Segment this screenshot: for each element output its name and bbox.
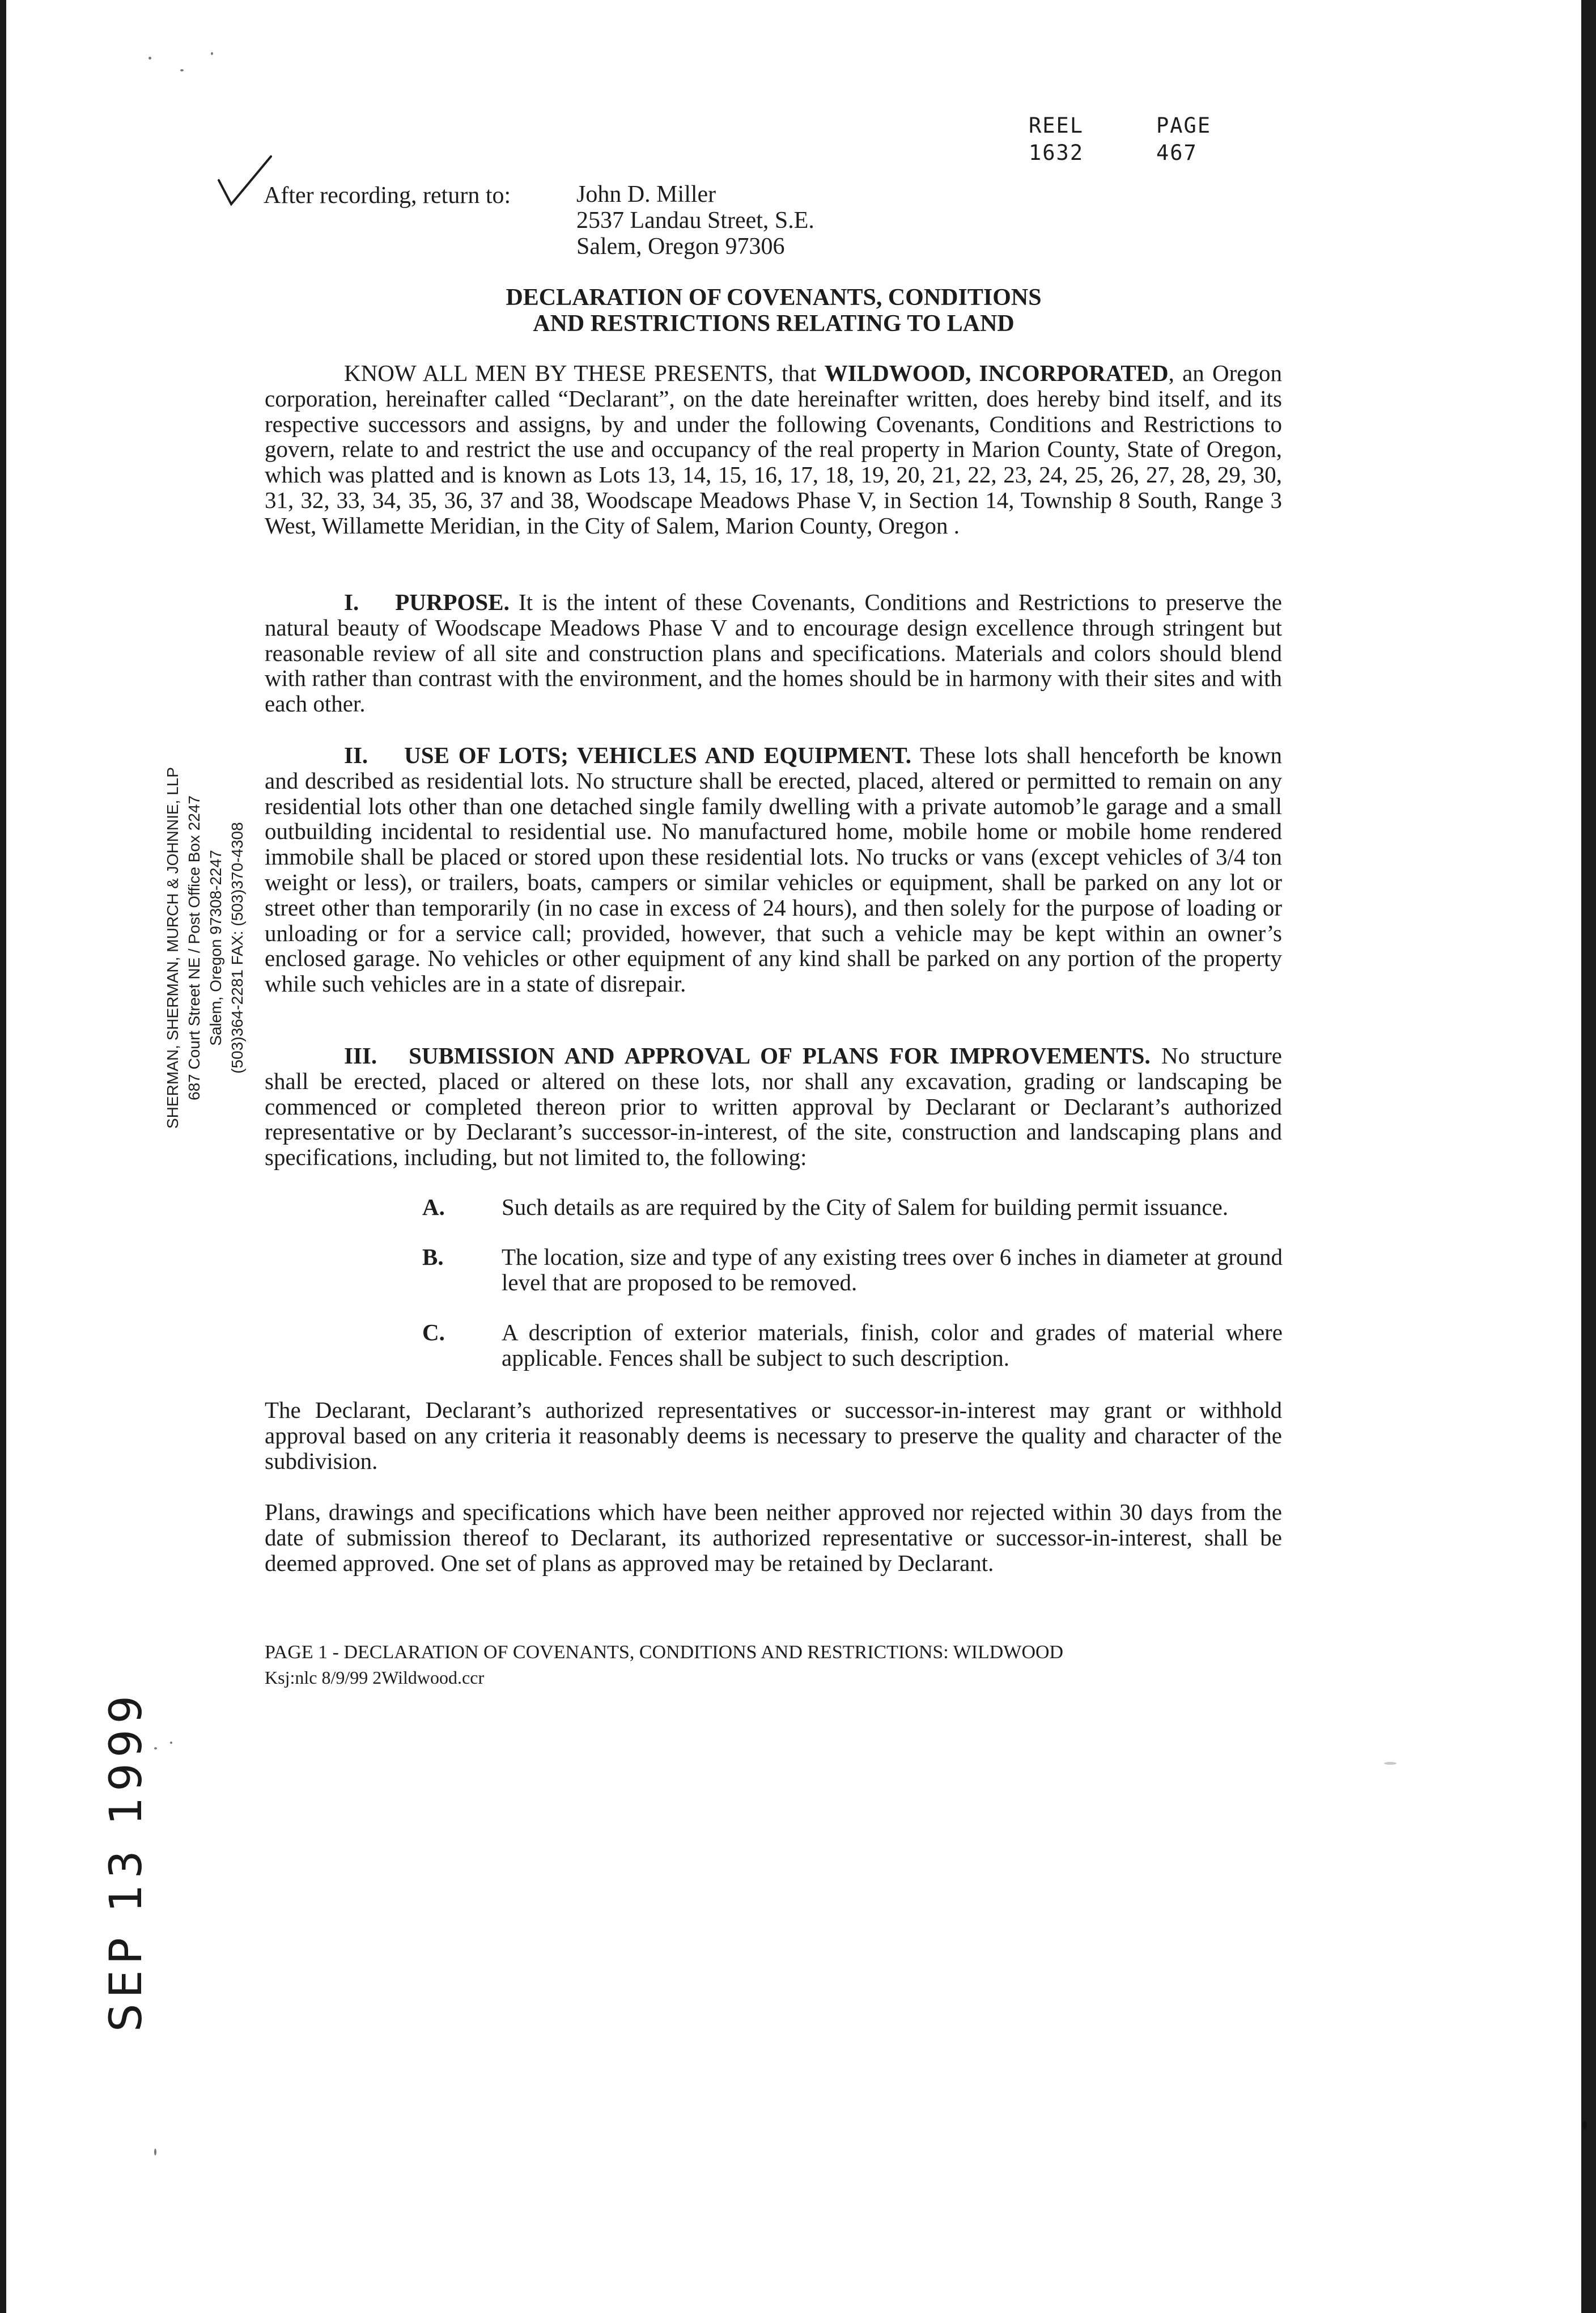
title-line-1: DECLARATION OF COVENANTS, CONDITIONS [506, 285, 1042, 311]
page-footer [265, 1640, 1063, 1690]
section-purpose [265, 590, 1282, 717]
submission-number: III. [344, 1043, 377, 1069]
scan-edge-left [0, 0, 6, 2313]
list-text: The location, size and type of any existing trees over 6 inches in diameter at ground level that are proposed to be removed. [502, 1244, 1283, 1295]
list-text: A description of exterior materials, finish, color and grades of material where applicable. Fences shall be subject to such description. [502, 1319, 1283, 1371]
plans-text: Plans, drawings and specifications which have been neither approved nor rejected within 30 days from the date of submission thereof to Declarant, its authorized representative or successor-in-interest, shall be deemed approved. One set of plans as approved may be retained by Declarant. [265, 1499, 1282, 1576]
scan-speck [1384, 1762, 1396, 1765]
title-line-2: AND RESTRICTIONS RELATING TO LAND [533, 311, 1015, 337]
footer-line-1: PAGE 1 - DECLARATION OF COVENANTS, CONDITIONS AND RESTRICTIONS: WILDWOOD [265, 1642, 1064, 1663]
reel-number: 1632 [1029, 141, 1084, 165]
received-date-stamp: SEP 13 1999 [101, 1689, 152, 2032]
footer-line-2: Ksj:nlc 8/9/99 2Wildwood.ccr [265, 1667, 485, 1688]
return-city: Salem, Oregon 97306 [576, 234, 785, 260]
company-name: WILDWOOD, INCORPORATED [824, 360, 1169, 386]
use-heading: USE OF LOTS; VEHICLES AND EQUIPMENT. [404, 742, 911, 768]
submission-heading: SUBMISSION AND APPROVAL OF PLANS FOR IMPROVEMENTS. [409, 1043, 1151, 1069]
list-letter: A. [422, 1194, 445, 1220]
purpose-number: I. [344, 589, 359, 615]
firm-phone: (503)364-2281 FAX: (503)370-4308 [228, 822, 246, 1074]
scan-edge-right [1581, 0, 1596, 2313]
section-use-of-lots [265, 743, 1282, 997]
return-name: John D. Miller [576, 181, 716, 207]
return-to-label: After recording, return to: [264, 183, 511, 209]
intro-lead: KNOW ALL MEN BY THESE PRESENTS, that [344, 360, 825, 386]
firm-city: Salem, Oregon 97308-2247 [207, 850, 224, 1046]
scan-speck [148, 57, 151, 60]
submission-text: No structure shall be erected, placed or altered on these lots, nor shall any excavation, grading or landscaping be commenced or completed thereon prior to written approval by Declarant or Declarant’s authorized representative or by Declarant’s successor-in-interest, of the site, construction and landscaping plans and specifications, including, but not limited to, the following: [265, 1043, 1282, 1171]
purpose-text: It is the intent of these Covenants, Conditions and Restrictions to preserve the natural beauty of Woodscape Meadows Phase V and to encourage design excellence through stringent but reasonable review of all site and construction plans and specifications. Materials and colors should blend with rather than contrast with the environment, and the homes should be in harmony with their sites and with each other. [265, 589, 1282, 717]
use-text: These lots shall henceforth be known and described as residential lots. No structure shall be erected, placed, altered or permitted to remain on any residential lots other than one detached single family dwelling with a private automob’le garage and a small outbuilding incidental to residential use. No manufactured home, mobile home or mobile home rendered immobile shall be placed or stored upon these residential lots. No trucks or vans (except vehicles of 3/4 ton weight or less), or trailers, boats, campers or similar vehicles or equipment, shall be parked on any lot or street other than temporarily (in no case in excess of 24 hours), and then solely for the purpose of loading or unloading or for a service call; provided, however, that such a vehicle may be kept within an owner’s enclosed garage. No vehicles or other equipment of any kind shall be parked on any portion of the property while such vehicles are in a state of disrepair. [265, 742, 1282, 997]
list-letter: C. [422, 1319, 445, 1345]
page-number: 467 [1156, 141, 1198, 165]
list-text: Such details as are required by the City of Salem for building permit issuance. [502, 1194, 1229, 1220]
scan-speck [170, 1742, 172, 1744]
list-letter: B. [422, 1244, 444, 1270]
reel-label: REEL [1029, 113, 1084, 138]
return-address [576, 181, 814, 260]
scan-speck [1582, 2121, 1587, 2129]
section-submission [265, 1043, 1282, 1170]
purpose-heading: PURPOSE. [395, 589, 510, 615]
page-label: PAGE [1156, 113, 1212, 138]
scan-speck [211, 52, 213, 55]
declarant-text: The Declarant, Declarant’s authorized representatives or successor-in-interest may grant or withhold approval based on any criteria it reasonably deems is necessary to preserve the quality and character of the subdivision. [265, 1397, 1282, 1474]
scan-speck [154, 2149, 156, 2155]
scan-speck [154, 1747, 157, 1749]
law-firm-margin-text [162, 749, 248, 1146]
firm-name: SHERMAN, SHERMAN, MURCH & JOHNNIE, LLP [164, 767, 181, 1129]
declarant-paragraph [265, 1397, 1282, 1473]
return-street: 2537 Landau Street, S.E. [576, 207, 814, 234]
firm-address: 687 Court Street NE / Post Office Box 2247 [185, 795, 203, 1100]
plans-paragraph [265, 1499, 1282, 1575]
document-title [264, 285, 1284, 337]
scan-speck [180, 69, 184, 71]
intro-rest: , an Oregon corporation, hereinafter called “Declarant”, on the date hereinafter written, does hereby bind itself, and its respective successors and assigns, by and under the following Covenants, Conditions and Restrictions to govern, relate to and restrict the use and occupancy of the real property in Marion County, State of Oregon, which was platted and is known as Lots 13, 14, 15, 16, 17, 18, 19, 20, 21, 22, 23, 24, 25, 26, 27, 28, 29, 30, 31, 32, 33, 34, 35, 36, 37 and 38, Woodscape Meadows Phase V, in Section 14, Township 8 South, Range 3 West, Willamette Meridian, in the City of Salem, Marion County, Oregon . [265, 360, 1282, 539]
use-number: II. [344, 742, 368, 768]
intro-paragraph [265, 361, 1282, 539]
